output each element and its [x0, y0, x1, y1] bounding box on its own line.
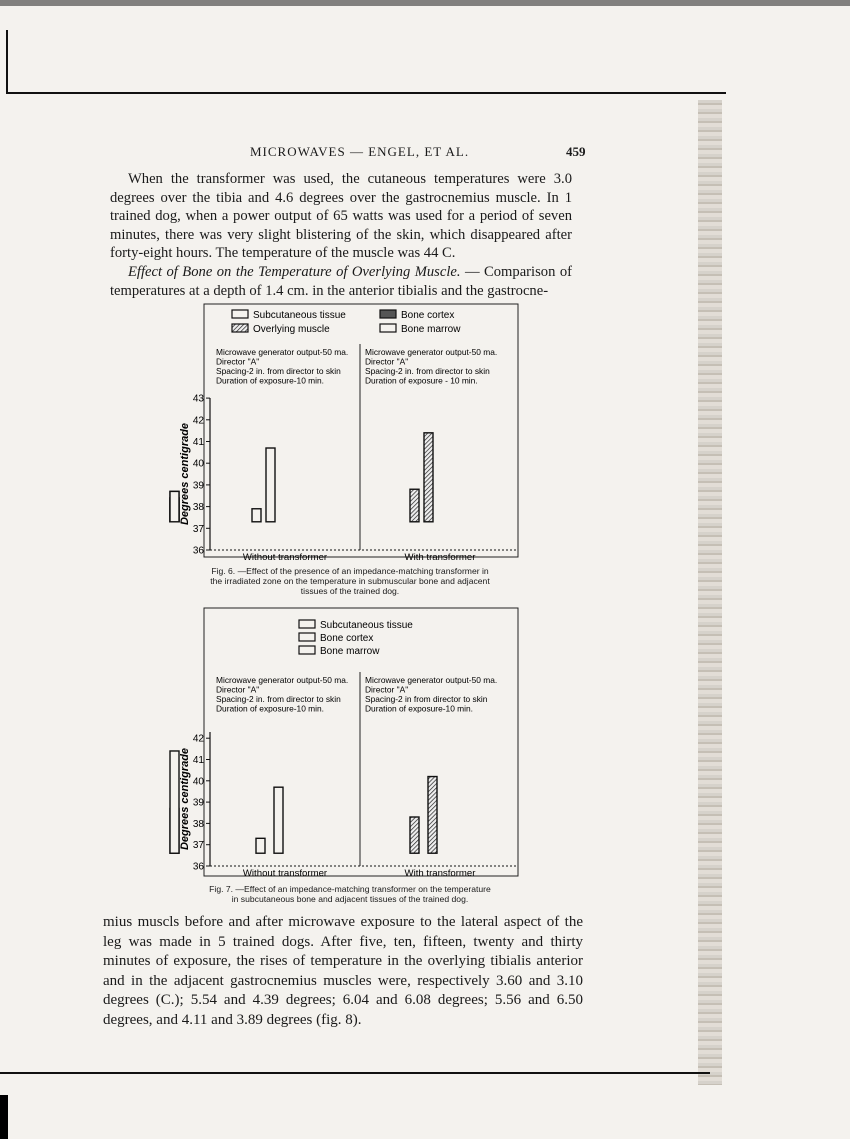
body-text-bottom	[103, 913, 583, 1030]
scan-binding-shadow	[698, 100, 722, 1085]
panel-left-text: Microwave generator output-50 ma.	[216, 675, 349, 685]
bar	[256, 838, 265, 853]
y-tick-label: 40	[192, 776, 204, 788]
scan-left-border	[6, 30, 8, 92]
legend-label: Subcutaneous tissue	[320, 620, 413, 631]
y-tick-label: 42	[192, 733, 204, 745]
bar	[170, 751, 179, 853]
legend-swatch	[299, 646, 315, 654]
bar	[252, 509, 261, 522]
y-tick-label: 37	[192, 840, 204, 852]
legend-label: Bone marrow	[320, 646, 380, 657]
y-tick-label: 36	[192, 545, 204, 557]
y-tick-label: 39	[192, 797, 204, 809]
bar	[266, 448, 275, 522]
panel-right-text: Microwave generator output-50 ma.	[365, 675, 498, 685]
legend-label: Bone cortex	[401, 310, 455, 321]
panel-left-text: Director "A"	[216, 356, 260, 367]
bar	[424, 433, 433, 522]
figure-7-chart	[170, 604, 530, 884]
caption-line: in subcutaneous bone and adjacent tissues of the trained dog.	[231, 894, 469, 904]
paragraph: When the transformer was used, the cutaneous temperatures were 3.0 degrees over the tibia and 4.6 degrees over the gastrocnemius muscle. In 1 trained dog, when a power output of 65 watts was used for a period of seven minutes, there was very slight blistering of the skin, which disappeared after forty-eight hours. The temperature of the muscle was 44 C.	[110, 171, 572, 262]
panel-right-text: Director "A"	[365, 684, 409, 695]
panel-right-text: Spacing-2 in from director to skin	[365, 694, 488, 704]
caption-line: Fig. 7. —Effect of an impedance-matching transformer on the temperature	[209, 884, 491, 894]
legend-swatch	[299, 633, 315, 641]
legend-swatch	[299, 620, 315, 628]
y-tick-label: 39	[192, 480, 204, 492]
y-axis-label: Degrees centigrade	[179, 422, 191, 526]
legend-swatch	[232, 310, 248, 318]
panel-right-text: Microwave generator output-50 ma.	[365, 347, 498, 357]
scan-top-edge	[0, 0, 850, 6]
body-text-top	[110, 170, 572, 300]
x-axis-label: Without transformer	[242, 552, 328, 563]
bar	[410, 489, 419, 522]
legend-label: Bone cortex	[320, 633, 374, 644]
caption-line: Fig. 6. —Effect of the presence of an impedance-matching transformer in	[211, 566, 489, 576]
figure-6-chart	[170, 300, 530, 570]
y-tick-label: 36	[192, 861, 204, 873]
panel-right-text: Director "A"	[365, 356, 409, 367]
x-axis-label: With transformer	[404, 868, 476, 879]
panel-left-text: Duration of exposure-10 min.	[216, 703, 324, 714]
legend-label: Overlying muscle	[253, 324, 330, 335]
section-heading: Effect of Bone on the Temperature of Overlying Muscle.	[128, 263, 461, 280]
figure-6-caption	[170, 566, 530, 596]
bar	[410, 817, 419, 853]
figure-7-caption	[170, 884, 530, 904]
x-axis-label: With transformer	[404, 552, 476, 563]
paragraph	[110, 263, 572, 300]
panel-right-text: Duration of exposure - 10 min.	[365, 375, 478, 386]
legend-label: Bone marrow	[401, 324, 461, 335]
legend-swatch	[232, 324, 248, 332]
y-axis-label: Degrees centigrade	[179, 747, 191, 851]
page-number: 459	[566, 144, 586, 159]
y-tick-label: 37	[192, 523, 204, 535]
panel-right-text: Spacing-2 in. from director to skin	[365, 366, 490, 376]
y-tick-label: 41	[192, 437, 204, 448]
caption-line: tissues of the trained dog.	[300, 586, 400, 596]
figure-frame	[204, 304, 518, 557]
scan-bottom-border	[0, 1072, 710, 1074]
y-tick-label: 42	[192, 415, 204, 427]
y-tick-label: 38	[192, 818, 204, 830]
figure-6	[170, 300, 530, 570]
legend-swatch	[380, 310, 396, 318]
panel-right-text: Duration of exposure-10 min.	[365, 703, 473, 714]
panel-left-text: Spacing-2 in. from director to skin	[216, 694, 341, 704]
running-head: MICROWAVES — ENGEL, ET AL.	[250, 144, 470, 159]
y-tick-label: 41	[192, 755, 204, 766]
paragraph: mius muscls before and after microwave exposure to the lateral aspect of the leg was made in 5 trained dogs. After five, ten, fifteen, twenty and thirty minutes of exposure, the rises of temperature in the overlying tibialis anterior and in the adjacent gastrocnemius muscles were, respectively 3.60 and 3.10 degrees (C.); 5.54 and 4.39 degrees; 6.04 and 6.08 degrees; 5.56 and 6.50 degrees, and 4.11 and 3.89 degrees (fig. 8).	[103, 914, 583, 1028]
scan-corner-mark	[0, 1095, 8, 1139]
bar	[170, 491, 179, 521]
figure-7	[170, 604, 530, 884]
x-axis-label: Without transformer	[242, 868, 328, 879]
panel-left-text: Director "A"	[216, 684, 260, 695]
legend-label: Subcutaneous tissue	[253, 310, 346, 321]
panel-left-text: Duration of exposure-10 min.	[216, 375, 324, 386]
y-tick-label: 43	[192, 393, 204, 405]
legend-swatch	[380, 324, 396, 332]
y-tick-label: 40	[192, 458, 204, 470]
y-tick-label: 38	[192, 502, 204, 514]
caption-line: the irradiated zone on the temperature in submuscular bone and adjacent	[210, 576, 490, 586]
bar	[274, 787, 283, 853]
paragraph-text: — Comparison of temperatures at a depth of 1.4 cm. in the anterior tibialis and the gastrocne-	[110, 263, 572, 299]
bar	[428, 777, 437, 854]
panel-left-text: Microwave generator output-50 ma.	[216, 347, 349, 357]
scan-top-border	[6, 92, 726, 94]
panel-left-text: Spacing-2 in. from director to skin	[216, 366, 341, 376]
